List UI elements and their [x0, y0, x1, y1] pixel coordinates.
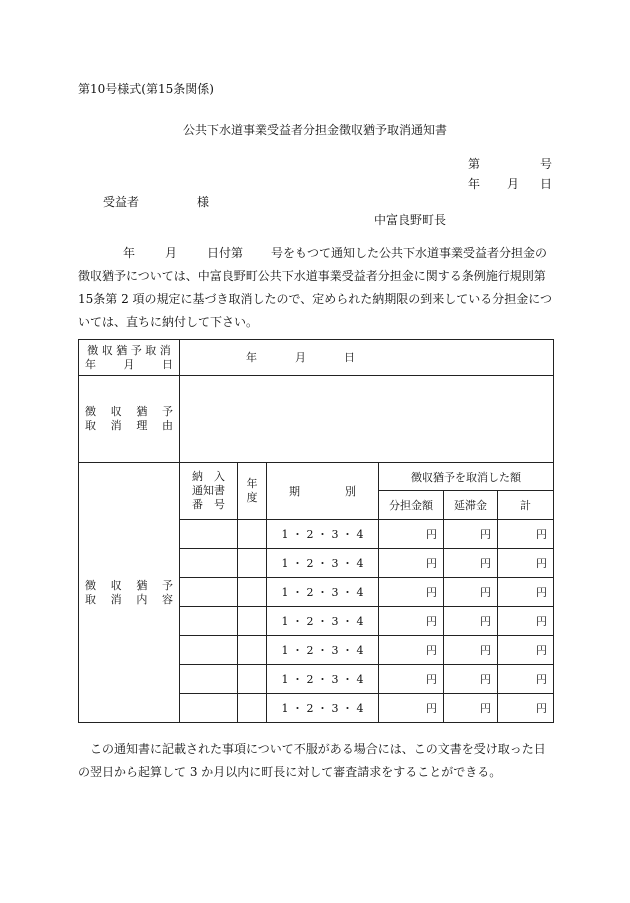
header-period	[267, 463, 379, 520]
share-cell[interactable]: 円	[379, 578, 444, 607]
form-number: 第10号様式(第15条関係)	[78, 82, 214, 96]
body-rest: 号をもつて通知した公共下水道事業受益者分担金の徴収猶予については、中富良野町公共下水道事業受益者分担金に関する条例施行規則第 15条第 2 項の規定に基づき取消したので、定められた納期限の到来している分担金については、直ちに納付して下さい。	[78, 246, 553, 329]
issuer-name: 中富良野町長	[374, 213, 447, 227]
header-notice-no-line: 納 入	[192, 470, 225, 483]
document-title: 公共下水道事業受益者分担金徴収猶予取消通知書	[182, 123, 447, 137]
cancellation-table	[78, 339, 554, 723]
row3-label-char: 収	[110, 578, 122, 592]
header-delay: 延滞金	[444, 491, 498, 520]
year-cell[interactable]	[238, 549, 267, 578]
share-cell[interactable]: 円	[379, 520, 444, 549]
year-cell[interactable]	[238, 636, 267, 665]
row2-label-char: 消	[110, 419, 122, 432]
share-cell[interactable]: 円	[379, 665, 444, 694]
row3-label-char: 予	[161, 578, 173, 592]
row3-label-char: 容	[161, 592, 173, 606]
body-paragraph	[78, 242, 553, 334]
body-day-dai: 日付第	[207, 246, 244, 260]
notice-no-cell[interactable]	[180, 636, 238, 665]
row2-label-char: 徴	[85, 405, 96, 418]
year-cell[interactable]	[238, 607, 267, 636]
row2-label-char: 理	[136, 419, 148, 432]
header-year-line: 年	[246, 477, 258, 490]
doc-number-go: 号	[540, 157, 553, 171]
total-cell[interactable]: 円	[498, 636, 554, 665]
period-cell: 1 ・ 2 ・ 3 ・ 4	[267, 549, 379, 578]
header-year-line: 度	[246, 491, 258, 504]
body-year: 年	[123, 246, 136, 260]
notice-no-cell[interactable]	[180, 578, 238, 607]
period-cell: 1 ・ 2 ・ 3 ・ 4	[267, 607, 379, 636]
year-cell[interactable]	[238, 665, 267, 694]
header-notice-no-line: 番 号	[192, 498, 225, 511]
recipient-suffix: 様	[197, 195, 210, 209]
header-notice-no-line: 通知書	[192, 484, 225, 497]
total-cell[interactable]: 円	[498, 549, 554, 578]
header-cancelled-amount: 徴収猶予を取消した額	[379, 463, 554, 491]
total-cell[interactable]: 円	[498, 578, 554, 607]
total-cell[interactable]: 円	[498, 694, 554, 723]
share-cell[interactable]: 円	[379, 607, 444, 636]
notice-no-cell[interactable]	[180, 694, 238, 723]
reason-field[interactable]	[180, 376, 554, 463]
delay-cell[interactable]: 円	[444, 665, 498, 694]
doc-number-dai: 第	[468, 157, 481, 171]
delay-cell[interactable]: 円	[444, 607, 498, 636]
date-month-label: 月	[507, 177, 520, 191]
row2-label	[79, 376, 180, 463]
delay-cell[interactable]: 円	[444, 636, 498, 665]
notice-no-cell[interactable]	[180, 549, 238, 578]
header-total: 計	[498, 491, 554, 520]
row2-label-char: 収	[110, 405, 122, 418]
row1-date-day: 日	[344, 350, 355, 364]
row1-label-year: 年	[85, 357, 96, 371]
row1-label	[79, 340, 180, 376]
period-cell: 1 ・ 2 ・ 3 ・ 4	[267, 665, 379, 694]
footer-note: この通知書に記載された事項について不服がある場合には、この文書を受け取った日の翌日から起算して 3 か月以内に町長に対して審査請求をすることができる。	[78, 742, 546, 779]
notice-no-cell[interactable]	[180, 607, 238, 636]
row2-label-char: 取	[85, 419, 96, 432]
period-cell: 1 ・ 2 ・ 3 ・ 4	[267, 636, 379, 665]
row3-label	[79, 463, 180, 723]
delay-cell[interactable]: 円	[444, 578, 498, 607]
header-notice-no	[180, 463, 238, 520]
year-cell[interactable]	[238, 520, 267, 549]
header-share: 分担金額	[379, 491, 444, 520]
recipient-label: 受益者	[103, 195, 140, 209]
row1-date-month: 月	[295, 350, 306, 364]
date-year-label: 年	[468, 177, 481, 191]
total-cell[interactable]: 円	[498, 607, 554, 636]
body-month: 月	[165, 246, 178, 260]
row1-label-day: 日	[162, 357, 173, 371]
row1-label-line1: 徴 収 猶 予 取 消	[87, 343, 171, 357]
period-cell: 1 ・ 2 ・ 3 ・ 4	[267, 578, 379, 607]
row2-label-char: 予	[161, 405, 173, 418]
row3-label-char: 取	[85, 592, 96, 606]
header-year	[238, 463, 267, 520]
row3-label-char: 内	[136, 592, 148, 606]
delay-cell[interactable]: 円	[444, 694, 498, 723]
row1-date-year: 年	[246, 350, 257, 364]
row1-date-field[interactable]	[180, 340, 554, 376]
date-day-label: 日	[540, 177, 553, 191]
row2-label-char: 猶	[136, 405, 148, 418]
row3-label-char: 猶	[136, 578, 148, 592]
notice-no-cell[interactable]	[180, 665, 238, 694]
total-cell[interactable]: 円	[498, 665, 554, 694]
header-period-char: 別	[345, 485, 356, 498]
row3-label-char: 消	[110, 592, 122, 606]
header-period-char: 期	[289, 485, 300, 498]
period-cell: 1 ・ 2 ・ 3 ・ 4	[267, 694, 379, 723]
period-cell: 1 ・ 2 ・ 3 ・ 4	[267, 520, 379, 549]
row2-label-char: 由	[161, 419, 173, 432]
notice-no-cell[interactable]	[180, 520, 238, 549]
year-cell[interactable]	[238, 694, 267, 723]
row1-label-month: 月	[123, 357, 135, 371]
delay-cell[interactable]: 円	[444, 549, 498, 578]
share-cell[interactable]: 円	[379, 636, 444, 665]
share-cell[interactable]: 円	[379, 694, 444, 723]
delay-cell[interactable]: 円	[444, 520, 498, 549]
year-cell[interactable]	[238, 578, 267, 607]
total-cell[interactable]: 円	[498, 520, 554, 549]
share-cell[interactable]: 円	[379, 549, 444, 578]
row3-label-char: 徴	[85, 578, 96, 592]
